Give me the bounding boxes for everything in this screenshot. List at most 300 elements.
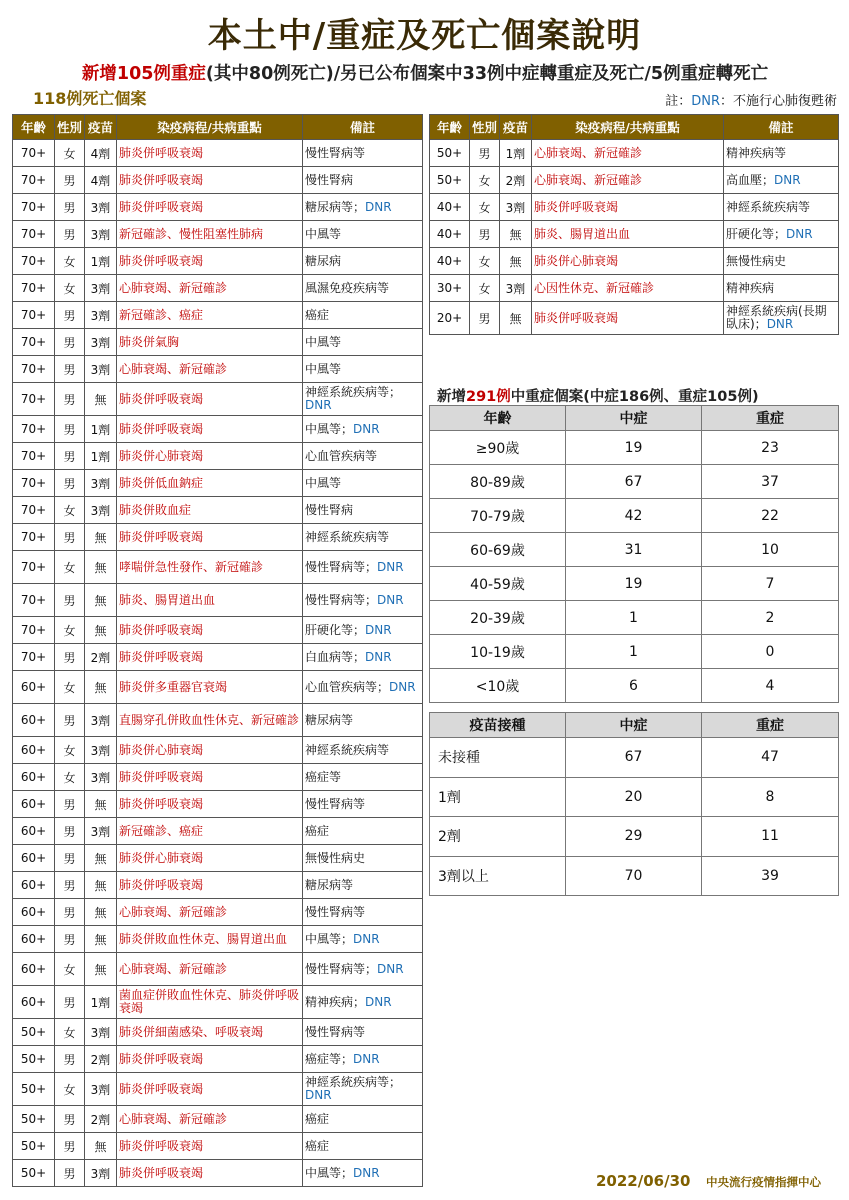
remark-text: 神經系統疾病等 — [305, 742, 390, 757]
remark-text: 慢性腎病 — [305, 502, 354, 517]
case-sex: 女 — [470, 167, 500, 194]
case-age: 50+ — [430, 140, 470, 167]
remark-text: 中風等 — [305, 226, 342, 241]
case-disease: 心肺衰竭、新冠確診 — [117, 1106, 303, 1133]
case-row — [13, 764, 423, 791]
remark-text: 慢性腎病等； — [305, 559, 378, 574]
remark-text: 肝硬化等； — [305, 622, 366, 637]
case-vaccine: 無 — [500, 302, 532, 335]
note-text: ：不施行心肺復甦術 — [719, 94, 837, 109]
dnr-note — [665, 90, 837, 109]
row-label: 10-19歲 — [430, 635, 566, 669]
case-age: 70+ — [13, 302, 55, 329]
column-header: 中症 — [566, 406, 702, 431]
section-suffix: 中重症個案(中症186例、重症105例) — [510, 389, 759, 405]
case-vaccine: 2劑 — [85, 1046, 117, 1073]
stat-row — [430, 601, 839, 635]
case-disease: 肺炎併呼吸衰竭 — [117, 1133, 303, 1160]
case-vaccine: 3劑 — [85, 470, 117, 497]
severe-count: 7 — [702, 567, 839, 601]
case-row — [13, 524, 423, 551]
case-sex: 男 — [55, 899, 85, 926]
case-row — [13, 329, 423, 356]
case-remark — [724, 221, 839, 248]
case-sex: 女 — [55, 953, 85, 986]
row-label: 40-59歲 — [430, 567, 566, 601]
case-remark — [303, 584, 423, 617]
case-row — [13, 791, 423, 818]
moderate-count: 1 — [566, 635, 702, 669]
case-disease: 新冠確診、癌症 — [117, 302, 303, 329]
case-row — [13, 1019, 423, 1046]
case-sex: 男 — [55, 416, 85, 443]
dnr-tag: DNR — [365, 622, 392, 637]
remark-text: 精神疾病等 — [726, 145, 787, 160]
case-sex: 男 — [470, 302, 500, 335]
remark-text: 心血管疾病等 — [305, 448, 378, 463]
remark-text: 神經系統疾病等； — [305, 385, 402, 399]
column-header: 年齡 — [430, 406, 566, 431]
column-header: 疫苗接種 — [430, 713, 566, 738]
case-age: 50+ — [13, 1106, 55, 1133]
case-vaccine: 1劑 — [85, 986, 117, 1019]
remark-text: 中風等； — [305, 931, 354, 946]
age-table-header — [430, 406, 839, 431]
case-vaccine: 無 — [85, 551, 117, 584]
case-disease: 新冠確診、慢性阻塞性肺病 — [117, 221, 303, 248]
case-vaccine: 3劑 — [500, 275, 532, 302]
case-disease: 肺炎併細菌感染、呼吸衰竭 — [117, 1019, 303, 1046]
row-label: 70-79歲 — [430, 499, 566, 533]
age-severity-table — [429, 405, 839, 703]
case-vaccine: 4劑 — [85, 167, 117, 194]
case-vaccine: 3劑 — [85, 764, 117, 791]
case-remark — [303, 872, 423, 899]
case-row — [430, 167, 839, 194]
case-row — [13, 167, 423, 194]
case-age: 70+ — [13, 221, 55, 248]
remark-text: 糖尿病等； — [305, 199, 366, 214]
case-disease: 肺炎併呼吸衰竭 — [117, 1046, 303, 1073]
severe-count: 37 — [702, 465, 839, 499]
case-age: 60+ — [13, 899, 55, 926]
case-disease: 肺炎併呼吸衰竭 — [117, 194, 303, 221]
case-vaccine: 3劑 — [500, 194, 532, 221]
remark-text: 精神疾病 — [726, 280, 775, 295]
case-remark — [303, 470, 423, 497]
case-row — [13, 644, 423, 671]
case-vaccine: 3劑 — [85, 329, 117, 356]
case-vaccine: 無 — [500, 248, 532, 275]
case-sex: 男 — [55, 986, 85, 1019]
case-sex: 男 — [55, 872, 85, 899]
case-age: 70+ — [13, 443, 55, 470]
case-row — [13, 194, 423, 221]
case-remark — [303, 845, 423, 872]
case-age: 50+ — [13, 1133, 55, 1160]
case-age: 60+ — [13, 986, 55, 1019]
case-vaccine: 2劑 — [500, 167, 532, 194]
case-disease: 肺炎併呼吸衰竭 — [117, 644, 303, 671]
case-remark — [303, 194, 423, 221]
case-age: 70+ — [13, 329, 55, 356]
case-age: 60+ — [13, 791, 55, 818]
case-disease: 心因性休克、新冠確診 — [532, 275, 724, 302]
case-age: 70+ — [13, 275, 55, 302]
case-disease: 肺炎併呼吸衰竭 — [117, 383, 303, 416]
case-remark — [303, 1133, 423, 1160]
page-title: 本土中/重症及死亡個案說明 — [207, 16, 642, 56]
case-vaccine: 3劑 — [85, 275, 117, 302]
remark-text: 肝硬化等； — [726, 226, 787, 241]
remark-text: 癌症 — [305, 1111, 330, 1126]
severe-count: 39 — [702, 856, 839, 896]
case-sex: 男 — [55, 1160, 85, 1187]
case-sex: 男 — [470, 140, 500, 167]
case-sex: 男 — [55, 383, 85, 416]
remark-text: 癌症等； — [305, 1051, 354, 1066]
case-remark — [724, 167, 839, 194]
case-disease: 肺炎併呼吸衰竭 — [117, 524, 303, 551]
case-row — [430, 248, 839, 275]
case-row — [13, 584, 423, 617]
case-sex: 男 — [55, 524, 85, 551]
stat-row — [430, 738, 839, 778]
case-row — [13, 443, 423, 470]
case-vaccine: 無 — [500, 221, 532, 248]
case-vaccine: 無 — [85, 671, 117, 704]
case-row — [430, 275, 839, 302]
case-disease: 肺炎併呼吸衰竭 — [117, 872, 303, 899]
remark-text: 癌症 — [305, 823, 330, 838]
case-vaccine: 無 — [85, 383, 117, 416]
case-row — [13, 617, 423, 644]
case-remark — [303, 329, 423, 356]
subtitle-highlight: 新增105例重症 — [81, 64, 206, 84]
case-disease: 心肺衰竭、新冠確診 — [117, 356, 303, 383]
moderate-count: 31 — [566, 533, 702, 567]
column-header: 中症 — [566, 713, 702, 738]
column-header: 重症 — [702, 713, 839, 738]
case-disease: 肺炎併呼吸衰竭 — [117, 791, 303, 818]
case-age: 70+ — [13, 416, 55, 443]
remark-text: 無慢性病史 — [726, 253, 787, 268]
case-row — [13, 818, 423, 845]
case-sex: 女 — [55, 497, 85, 524]
stat-row — [430, 635, 839, 669]
case-vaccine: 3劑 — [85, 1073, 117, 1106]
remark-text: 心血管疾病等； — [305, 679, 390, 694]
remark-text: 風濕免疫疾病等 — [305, 280, 390, 295]
stat-row — [430, 465, 839, 499]
column-header: 性別 — [470, 115, 500, 140]
remark-text: 慢性腎病等 — [305, 904, 366, 919]
case-sex: 女 — [55, 1073, 85, 1106]
case-vaccine: 1劑 — [85, 416, 117, 443]
case-row — [430, 302, 839, 335]
case-remark — [303, 1073, 423, 1106]
moderate-count: 42 — [566, 499, 702, 533]
case-row — [430, 194, 839, 221]
severe-count: 22 — [702, 499, 839, 533]
case-remark — [303, 737, 423, 764]
case-sex: 男 — [55, 167, 85, 194]
case-row — [13, 275, 423, 302]
column-header: 疫苗 — [500, 115, 532, 140]
dnr-tag: DNR — [353, 1165, 380, 1180]
case-row — [13, 551, 423, 584]
moderate-count: 29 — [566, 817, 702, 857]
remark-text: 中風等； — [305, 421, 354, 436]
case-remark — [303, 1019, 423, 1046]
case-vaccine: 3劑 — [85, 1160, 117, 1187]
case-remark — [303, 356, 423, 383]
case-disease: 直腸穿孔併敗血性休克、新冠確診 — [117, 704, 303, 737]
column-header: 性別 — [55, 115, 85, 140]
remark-text: 糖尿病等 — [305, 877, 354, 892]
case-remark — [303, 248, 423, 275]
case-age: 50+ — [13, 1046, 55, 1073]
case-row — [13, 416, 423, 443]
case-sex: 女 — [470, 248, 500, 275]
case-vaccine: 無 — [85, 584, 117, 617]
deaths-count-label: 118例死亡個案 — [33, 89, 147, 108]
case-sex: 女 — [55, 764, 85, 791]
case-remark — [303, 221, 423, 248]
case-disease: 肺炎併呼吸衰竭 — [117, 764, 303, 791]
case-remark — [303, 167, 423, 194]
dnr-tag: DNR — [377, 559, 404, 574]
case-disease: 肺炎併心肺衰竭 — [532, 248, 724, 275]
dnr-tag: DNR — [766, 317, 794, 331]
case-sex: 女 — [55, 1019, 85, 1046]
row-label: 20-39歲 — [430, 601, 566, 635]
case-remark — [303, 1046, 423, 1073]
case-remark — [303, 302, 423, 329]
section-count: 291例 — [466, 389, 511, 405]
case-age: 70+ — [13, 383, 55, 416]
right-case-table — [429, 114, 839, 335]
case-age: 70+ — [13, 167, 55, 194]
case-sex: 男 — [55, 584, 85, 617]
case-row — [13, 470, 423, 497]
severe-count: 10 — [702, 533, 839, 567]
case-row — [13, 1073, 423, 1106]
case-vaccine: 無 — [85, 524, 117, 551]
case-sex: 男 — [55, 1046, 85, 1073]
case-age: 60+ — [13, 845, 55, 872]
case-row — [13, 737, 423, 764]
case-sex: 女 — [470, 194, 500, 221]
case-sex: 男 — [55, 1133, 85, 1160]
case-age: 40+ — [430, 248, 470, 275]
case-disease: 肺炎併心肺衰竭 — [117, 443, 303, 470]
subtitle-rest: (其中80例死亡)/另已公布個案中33例中症轉重症及死亡/5例重症轉死亡 — [205, 64, 769, 84]
dnr-tag: DNR — [353, 421, 380, 436]
case-remark — [303, 791, 423, 818]
case-remark — [303, 524, 423, 551]
case-age: 70+ — [13, 584, 55, 617]
remark-text: 糖尿病 — [305, 253, 342, 268]
section-prefix: 新增 — [437, 389, 466, 405]
case-age: 70+ — [13, 356, 55, 383]
remark-text: 無慢性病史 — [305, 850, 366, 865]
case-age: 40+ — [430, 194, 470, 221]
case-vaccine: 3劑 — [85, 356, 117, 383]
column-header: 染疫病程/共病重點 — [532, 115, 724, 140]
case-disease: 肺炎、腸胃道出血 — [117, 584, 303, 617]
case-vaccine: 1劑 — [85, 443, 117, 470]
case-row — [13, 1046, 423, 1073]
remark-text: 慢性腎病 — [305, 172, 354, 187]
case-remark — [303, 383, 423, 416]
case-row — [430, 221, 839, 248]
case-disease: 肺炎併呼吸衰竭 — [117, 617, 303, 644]
remark-text: 中風等 — [305, 361, 342, 376]
case-vaccine: 無 — [85, 872, 117, 899]
case-disease: 肺炎併呼吸衰竭 — [117, 1160, 303, 1187]
case-vaccine: 3劑 — [85, 194, 117, 221]
case-row — [13, 1133, 423, 1160]
case-age: 70+ — [13, 617, 55, 644]
case-sex: 女 — [55, 248, 85, 275]
case-sex: 男 — [55, 818, 85, 845]
case-sex: 男 — [55, 329, 85, 356]
dnr-tag: DNR — [353, 931, 380, 946]
case-age: 60+ — [13, 704, 55, 737]
column-header: 疫苗 — [85, 115, 117, 140]
case-vaccine: 3劑 — [85, 1019, 117, 1046]
moderate-count: 70 — [566, 856, 702, 896]
case-age: 70+ — [13, 497, 55, 524]
case-remark — [303, 953, 423, 986]
case-age: 70+ — [13, 551, 55, 584]
left-case-table — [12, 114, 423, 1187]
case-age: 50+ — [430, 167, 470, 194]
remark-text: 神經系統疾病等； — [305, 1075, 402, 1089]
case-remark — [724, 194, 839, 221]
case-row — [13, 497, 423, 524]
dnr-tag: DNR — [305, 1088, 332, 1102]
case-age: 40+ — [430, 221, 470, 248]
footer-org: 中央流行疫情指揮中心 — [706, 1175, 821, 1189]
case-sex: 男 — [55, 1106, 85, 1133]
case-row — [13, 383, 423, 416]
column-header: 備註 — [303, 115, 423, 140]
moderate-count: 67 — [566, 465, 702, 499]
case-row — [13, 845, 423, 872]
case-disease: 肺炎併心肺衰竭 — [117, 737, 303, 764]
case-remark — [303, 704, 423, 737]
remark-text: 癌症等 — [305, 769, 342, 784]
case-row — [13, 986, 423, 1019]
case-age: 50+ — [13, 1019, 55, 1046]
case-sex: 男 — [55, 302, 85, 329]
severity-section-title — [437, 385, 759, 406]
dnr-tag: DNR — [377, 961, 404, 976]
stat-row — [430, 499, 839, 533]
remark-text: 神經系統疾病(長期臥床)； — [726, 304, 827, 331]
stat-row — [430, 777, 839, 817]
stat-row — [430, 431, 839, 465]
stat-row — [430, 567, 839, 601]
moderate-count: 1 — [566, 601, 702, 635]
case-vaccine: 2劑 — [85, 644, 117, 671]
case-remark — [303, 1106, 423, 1133]
case-row — [13, 1106, 423, 1133]
remark-text: 癌症 — [305, 1138, 330, 1153]
row-label: 1劑 — [430, 777, 566, 817]
dnr-tag: DNR — [389, 679, 416, 694]
case-remark — [724, 275, 839, 302]
case-sex: 女 — [55, 617, 85, 644]
case-sex: 男 — [55, 221, 85, 248]
case-sex: 男 — [55, 356, 85, 383]
case-row — [13, 221, 423, 248]
case-disease: 心肺衰竭、新冠確診 — [532, 167, 724, 194]
row-label: <10歲 — [430, 669, 566, 703]
case-age: 60+ — [13, 818, 55, 845]
dnr-tag: DNR — [353, 1051, 380, 1066]
dnr-tag: DNR — [305, 398, 332, 412]
case-age: 60+ — [13, 872, 55, 899]
case-disease: 肺炎併呼吸衰竭 — [117, 167, 303, 194]
case-row — [13, 926, 423, 953]
remark-text: 癌症 — [305, 307, 330, 322]
case-row — [13, 671, 423, 704]
case-remark — [303, 443, 423, 470]
case-row — [13, 872, 423, 899]
remark-text: 高血壓； — [726, 172, 775, 187]
case-age: 70+ — [13, 140, 55, 167]
case-remark — [303, 986, 423, 1019]
case-row — [430, 140, 839, 167]
case-age: 70+ — [13, 194, 55, 221]
note-dnr: DNR — [691, 94, 720, 109]
case-sex: 男 — [55, 644, 85, 671]
case-remark — [724, 248, 839, 275]
case-sex: 女 — [55, 737, 85, 764]
row-label: 2劑 — [430, 817, 566, 857]
case-disease: 肺炎併氣胸 — [117, 329, 303, 356]
dnr-tag: DNR — [365, 994, 392, 1009]
vaccine-severity-table — [429, 712, 839, 896]
case-row — [13, 248, 423, 275]
dnr-tag: DNR — [786, 226, 813, 241]
case-age: 50+ — [13, 1160, 55, 1187]
footer-date: 2022/06/30 — [596, 1172, 691, 1190]
case-age: 30+ — [430, 275, 470, 302]
case-sex: 女 — [470, 275, 500, 302]
case-sex: 男 — [55, 470, 85, 497]
row-label: 3劑以上 — [430, 856, 566, 896]
case-remark — [303, 644, 423, 671]
case-disease: 肺炎併呼吸衰竭 — [117, 140, 303, 167]
case-sex: 女 — [55, 551, 85, 584]
case-remark — [303, 617, 423, 644]
case-disease: 肺炎併呼吸衰竭 — [532, 194, 724, 221]
case-disease: 肺炎併心肺衰竭 — [117, 845, 303, 872]
left-table-header — [13, 115, 423, 140]
remark-text: 精神疾病； — [305, 994, 366, 1009]
note-prefix: 註： — [665, 94, 692, 109]
case-remark — [303, 899, 423, 926]
case-remark — [724, 140, 839, 167]
moderate-count: 6 — [566, 669, 702, 703]
stat-row — [430, 856, 839, 896]
case-remark — [303, 275, 423, 302]
case-vaccine: 無 — [85, 899, 117, 926]
